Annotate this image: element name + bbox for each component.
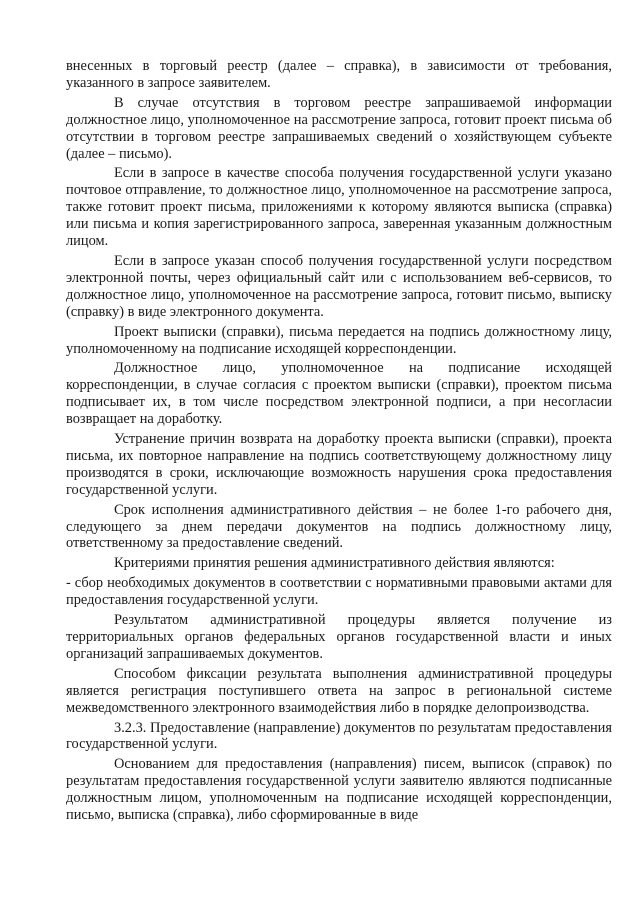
paragraph: Должностное лицо, уполномоченное на подписание исходящей корреспонденции, в случае согласия с проектом выписки (справки), проектом письма подписывает их, в том числе посредством электронной подписи, а при несогласии возвращает на доработку. [66, 360, 612, 428]
paragraph: Если в запросе в качестве способа получения государственной услуги указано почтовое отправление, то должностное лицо, уполномоченное на рассмотрение запроса, также готовит проект письма, приложениями к которому являются выписка (справка) или письма и копия зарегистрированного запроса, заверенная указанным должностным лицом. [66, 165, 612, 250]
paragraph-continued: внесенных в торговый реестр (далее – справка), в зависимости от требования, указанного в запросе заявителем. [66, 58, 612, 91]
list-item: - сбор необходимых документов в соответствии с нормативными правовыми актами для предоставления государственной услуги. [66, 575, 612, 609]
paragraph: Устранение причин возврата на доработку проекта выписки (справки), проекта письма, их повторное направление на подпись соответствующему должностному лицу производятся в сроки, исключающие возможность нарушения срока предоставления государственной услуги. [66, 431, 612, 498]
paragraph: Основанием для предоставления (направления) писем, выписок (справок) по результатам предоставления государственной услуги заявителю являются подписанные должностным лицом, уполномоченным на подписание исходящей корреспонденции, письмо, выписка (справка), либо сформированные в виде [66, 756, 612, 824]
paragraph: Результатом административной процедуры является получение из территориальных органов федеральных органов государственной власти и иных организаций запрашиваемых документов. [66, 612, 612, 662]
paragraph: Критериями принятия решения административного действия являются: [114, 555, 555, 572]
paragraph: Проект выписки (справки), письма передается на подпись должностному лицу, уполномоченному на подписание исходящей корреспонденции. [66, 323, 612, 357]
paragraph: Способом фиксации результата выполнения административной процедуры является регистрация поступившего ответа на запрос в региональной системе межведомственного электронного взаимодействия либо в порядке делопроизводства. [66, 665, 612, 716]
paragraph: Срок исполнения административного действия – не более 1-го рабочего дня, следующего за днем передачи документов на подпись должностному лицу, ответственному за предоставление сведений. [66, 501, 612, 552]
section-heading: 3.2.3. Предоставление (направление) документов по результатам предоставления государственной услуги. [66, 719, 612, 753]
paragraph: Если в запросе указан способ получения государственной услуги посредством электронной почты, через официальный сайт или с использованием веб-сервисов, то должностное лицо, уполномоченное на рассмотрение запроса, готовит письмо, выписку (справку) в виде электронного документа. [66, 252, 612, 320]
paragraph: В случае отсутствия в торговом реестре запрашиваемой информации должностное лицо, уполномоченное на рассмотрение запроса, готовит проект письма об отсутствии в торговом реестре запрашиваемых сведений о хозяйствующем субъекте (далее – письмо). [66, 94, 612, 162]
